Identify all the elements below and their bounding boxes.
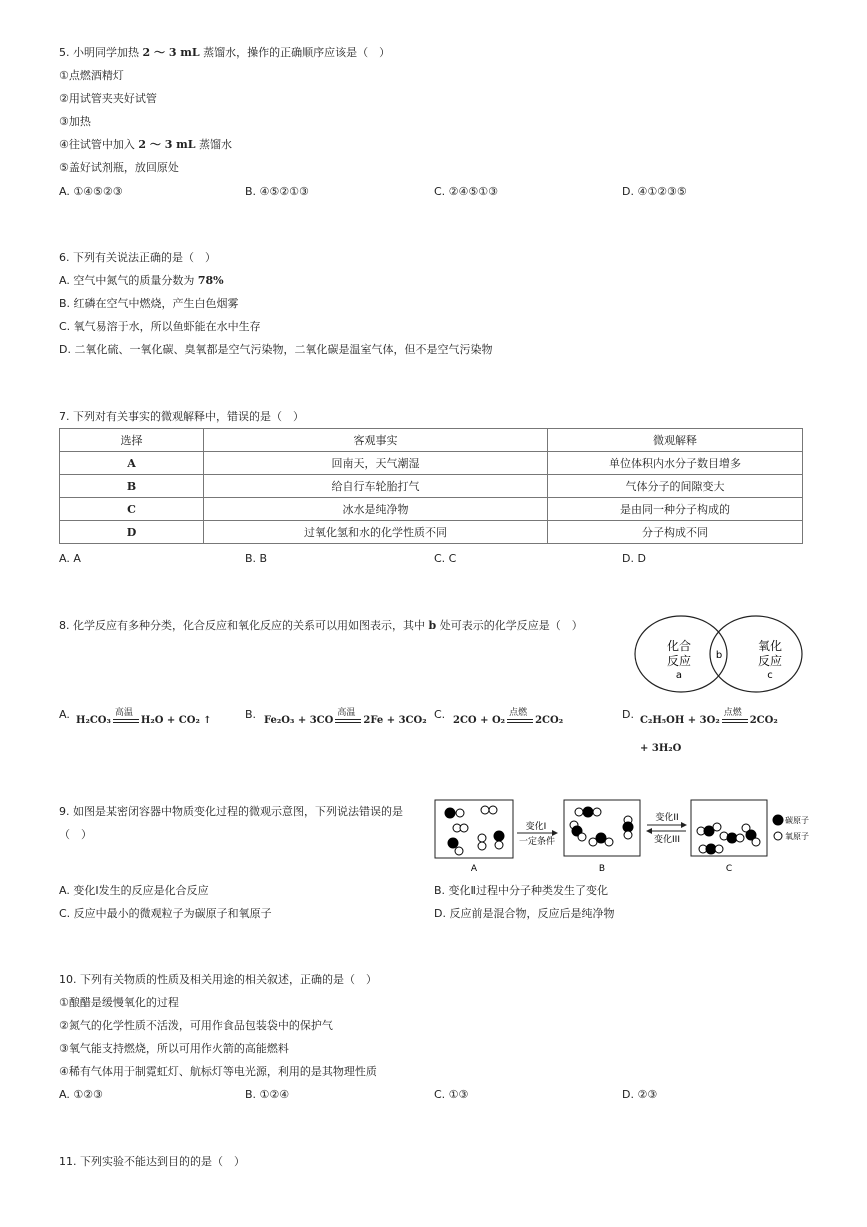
q8-option-d-equation[interactable] [640,708,778,726]
q6-option-c[interactable]: C. 氧气易溶于水，所以鱼虾能在水中生存 [59,320,261,333]
q5-step-2: ②用试管夹夹好试管 [59,92,157,105]
table-header: 客观事实 [204,429,548,452]
molecule-diagram [433,798,843,878]
reaction-condition: 高温 [337,708,356,718]
q9-option-a[interactable]: A. 变化Ⅰ发生的反应是化合反应 [59,884,209,897]
q8-option-c-label[interactable]: C. [434,708,446,721]
table-row [60,475,803,498]
venn-right-label-1: 氧化 [757,639,783,653]
table-cell: A [60,452,204,475]
equation-products: 2CO₂ [749,715,778,726]
equation-products: 2CO₂ [535,715,564,726]
venn-left-label-2: 反应 [666,654,692,668]
q9-stem-paren: （ ） [59,828,92,841]
table-cell: 单位体积内水分子数目增多 [548,452,803,475]
table-row [60,452,803,475]
q11-stem: 11. 下列实验不能达到目的的是（ ） [59,1155,245,1168]
q6-stem: 6. 下列有关说法正确的是（ ） [59,251,216,264]
equation-reactants: H₂CO₃ [76,715,111,726]
q6-option-b[interactable]: B. 红磷在空气中燃烧，产生白色烟雾 [59,297,239,310]
table-header: 微观解释 [548,429,803,452]
table-row [60,498,803,521]
venn-diagram [630,612,820,697]
q8-option-a-label[interactable]: A. [59,708,70,721]
q5-step-4: ④往试管中加入 2 ～ 3 mL 蒸馏水 [59,138,233,151]
equation-products: 2Fe + 3CO₂ [363,715,427,726]
venn-right-label-2: 反应 [757,654,783,668]
legend-carbon-label: 碳原子 [785,816,809,825]
q7-option-d[interactable]: D. D [622,552,646,565]
q10-stem: 10. 下列有关物质的性质及相关用途的相关叙述，正确的是（ ） [59,973,377,986]
q8-option-c-equation[interactable] [453,708,564,726]
table-header-row [60,429,803,452]
container-c-label: C [725,864,733,874]
q6-option-a[interactable]: A. 空气中氮气的质量分数为 78% [59,274,224,287]
q5-step-1: ①点燃酒精灯 [59,69,124,82]
table-cell: B [60,475,204,498]
q10-option-a[interactable]: A. ①②③ [59,1088,103,1101]
equation-products: H₂O + CO₂ ↑ [140,715,212,726]
q5-stem: 5. 小明同学加热 2 ～ 3 mL 蒸馏水，操作的正确顺序应该是（ ） [59,46,391,59]
reaction-condition: 高温 [114,708,133,718]
table-cell: 是由同一种分子构成的 [548,498,803,521]
venn-left-label-1: 化合 [666,639,692,653]
container-a-label: A [470,864,478,874]
q5-step-5: ⑤盖好试剂瓶，放回原处 [59,161,179,174]
q7-option-c[interactable]: C. C [434,552,457,565]
q7-table [59,428,803,544]
q10-item-3: ③氧气能支持燃烧，所以可用作火箭的高能燃料 [59,1042,289,1055]
q9-option-b[interactable]: B. 变化Ⅱ过程中分子种类发生了变化 [434,884,608,897]
q6-option-d[interactable]: D. 二氧化硫、一氧化碳、臭氧都是空气污染物，二氧化碳是温室气体，但不是空气污染物 [59,343,493,356]
q10-item-2: ②氮气的化学性质不活泼，可用作食品包装袋中的保护气 [59,1019,333,1032]
legend-oxygen-label: 氧原子 [785,832,809,841]
change-1-label: 变化I [525,822,547,832]
q8-option-b-equation[interactable] [264,708,427,726]
q7-stem: 7. 下列对有关事实的微观解释中，错误的是（ ） [59,410,304,423]
q5-option-d[interactable]: D. ④①②③⑤ [622,185,687,198]
q10-item-4: ④稀有气体用于制霓虹灯、航标灯等电光源，利用的是其物理性质 [59,1065,377,1078]
table-header: 选择 [60,429,204,452]
q8-option-a-equation[interactable] [76,708,212,726]
q9-stem: 9. 如图是某密闭容器中物质变化过程的微观示意图，下列说法错误的是 [59,805,403,818]
table-cell: C [60,498,204,521]
q9-option-c[interactable]: C. 反应中最小的微观粒子为碳原子和氧原子 [59,907,272,920]
q9-option-d[interactable]: D. 反应前是混合物，反应后是纯净物 [434,907,615,920]
equation-reactants: 2CO + O₂ [453,715,506,726]
q10-option-b[interactable]: B. ①②④ [245,1088,290,1101]
table-cell: 气体分子的间隙变大 [548,475,803,498]
q8-stem: 8. 化学反应有多种分类，化合反应和氧化反应的关系可以用如图表示，其中 b 处可表示的化学反应是（ ） [59,619,583,632]
q8-option-d-label[interactable]: D. [622,708,634,721]
q5-option-c[interactable]: C. ②④⑤①③ [434,185,498,198]
q5-step-3: ③加热 [59,115,91,128]
table-cell: 回南天，天气潮湿 [204,452,548,475]
change-1-condition: 一定条件 [518,837,556,847]
q5-option-b[interactable]: B. ④⑤②①③ [245,185,309,198]
q8-option-d-equation-line2: + 3H₂O [640,743,682,754]
q5-option-a[interactable]: A. ①④⑤②③ [59,185,123,198]
venn-left-letter: a [675,670,683,681]
q10-option-c[interactable]: C. ①③ [434,1088,469,1101]
q7-option-b[interactable]: B. B [245,552,268,565]
q10-option-d[interactable]: D. ②③ [622,1088,658,1101]
table-cell: 分子构成不同 [548,521,803,544]
q8-option-b-label[interactable]: B. [245,708,257,721]
change-3-label: 变化III [654,835,680,845]
equation-reactants: C₂H₅OH + 3O₂ [640,715,720,726]
table-cell: 过氧化氢和水的化学性质不同 [204,521,548,544]
venn-right-letter: c [767,670,773,681]
table-cell: 冰水是纯净物 [204,498,548,521]
q7-option-a[interactable]: A. A [59,552,81,565]
container-b-label: B [598,864,606,874]
venn-intersection-letter: b [715,650,723,661]
table-cell: D [60,521,204,544]
table-row [60,521,803,544]
change-2-label: 变化II [655,813,679,823]
carbon-atom-icon [773,815,783,825]
reaction-condition: 点燃 [509,708,528,718]
q10-item-1: ①酿醋是缓慢氧化的过程 [59,996,179,1009]
table-cell: 给自行车轮胎打气 [204,475,548,498]
equation-reactants: Fe₂O₃ + 3CO [264,715,334,726]
oxygen-atom-icon [774,832,782,840]
reaction-condition: 点燃 [723,708,742,718]
